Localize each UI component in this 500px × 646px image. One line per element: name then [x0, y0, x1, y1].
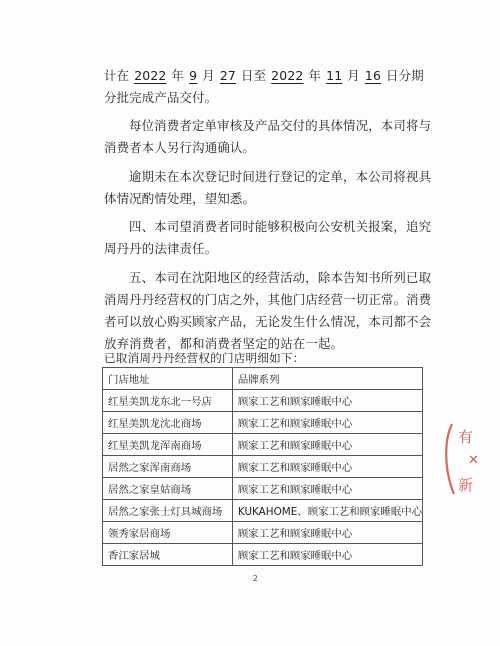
paragraph-line: 每位消费者定单审核及产品交付的具体情况，本司将与	[129, 118, 432, 133]
table-header-row	[103, 368, 423, 390]
store-address-cell: 领秀家居商场	[103, 522, 233, 544]
brand-series-cell: KUKAHOME、顾家工艺和顾家睡眠中心	[232, 500, 422, 522]
table-row	[103, 412, 423, 434]
text-fragment: 日至	[240, 68, 267, 83]
brand-series-cell: 顾家工艺和顾家睡眠中心	[232, 390, 422, 412]
store-address-cell: 红星美凯龙东北一号店	[103, 390, 233, 412]
brand-series-cell: 顾家工艺和顾家睡眠中心	[232, 478, 422, 500]
delivery-period-line	[104, 65, 424, 87]
start-year: 2022	[134, 68, 167, 83]
table-row	[103, 500, 423, 522]
store-address-cell: 居然之家皇姑商场	[103, 478, 233, 500]
paragraph-line: 放弃消费者，都和消费者坚定的站在一起。	[104, 336, 344, 351]
start-month: 9	[189, 68, 198, 83]
paragraph-line: 分批完成产品交付。	[104, 90, 218, 105]
text-fragment: 月	[347, 68, 360, 83]
table-row	[103, 544, 423, 566]
store-table	[102, 367, 423, 566]
paragraph-line: 逾期未在本次登记时间进行登记的定单，本公司将视具	[129, 169, 432, 184]
paragraph-line: 五、本司在沈阳地区的经营活动，除本告知书所列已取	[129, 270, 432, 285]
store-address-cell: 香江家居城	[103, 544, 233, 566]
end-year: 2022	[271, 68, 304, 83]
svg-text:新: 新	[458, 476, 474, 494]
paragraph-line: 四、本司望消费者同时能够积极向公安机关报案，追究	[129, 219, 432, 234]
store-address-cell: 居然之家浑南商场	[103, 456, 233, 478]
brand-series-cell: 顾家工艺和顾家睡眠中心	[232, 544, 422, 566]
brand-series-cell: 顾家工艺和顾家睡眠中心	[232, 434, 422, 456]
header-brand-series: 品牌系列	[232, 368, 422, 390]
brand-series-cell: 顾家工艺和顾家睡眠中心	[232, 412, 422, 434]
header-store-address: 门店地址	[103, 368, 233, 390]
end-day: 16	[364, 68, 382, 83]
text-fragment: 日分期	[386, 68, 424, 83]
end-month: 11	[326, 68, 343, 83]
start-day: 27	[219, 68, 236, 83]
table-intro: 已取消周丹丹经营权的门店明细如下：	[104, 351, 305, 365]
paragraph-line: 者可以放心购买顾家产品，无论发生什么情况，本司都不会	[104, 314, 432, 329]
company-seal	[442, 420, 500, 500]
paragraph-line: 周丹丹的法律责任。	[104, 241, 218, 256]
svg-text:有: 有	[458, 428, 474, 446]
text-fragment: 年	[171, 68, 185, 83]
paragraph-line: 体情况酌情处理，望知悉。	[104, 191, 256, 206]
brand-series-cell: 顾家工艺和顾家睡眠中心	[232, 456, 422, 478]
page-number: 2	[253, 574, 258, 583]
table-row	[103, 522, 423, 544]
svg-text:✕: ✕	[468, 453, 479, 468]
table-row	[103, 434, 423, 456]
table-row	[103, 390, 423, 412]
paragraph-line: 消费者本人另行沟通确认。	[104, 140, 256, 155]
table-row	[103, 478, 423, 500]
store-address-cell: 红星美凯龙浑南商场	[103, 434, 233, 456]
store-address-cell: 红星美凯龙沈北商场	[103, 412, 233, 434]
store-address-cell: 居然之家张士灯具城商场	[103, 500, 233, 522]
brand-series-cell: 顾家工艺和顾家睡眠中心	[232, 522, 422, 544]
text-fragment: 计在	[104, 68, 130, 83]
text-fragment: 月	[202, 68, 215, 83]
paragraph-line: 消周丹丹经营权的门店之外，其他门店经营一切正常。消费	[104, 292, 432, 307]
text-fragment: 年	[308, 68, 322, 83]
table-row	[103, 456, 423, 478]
